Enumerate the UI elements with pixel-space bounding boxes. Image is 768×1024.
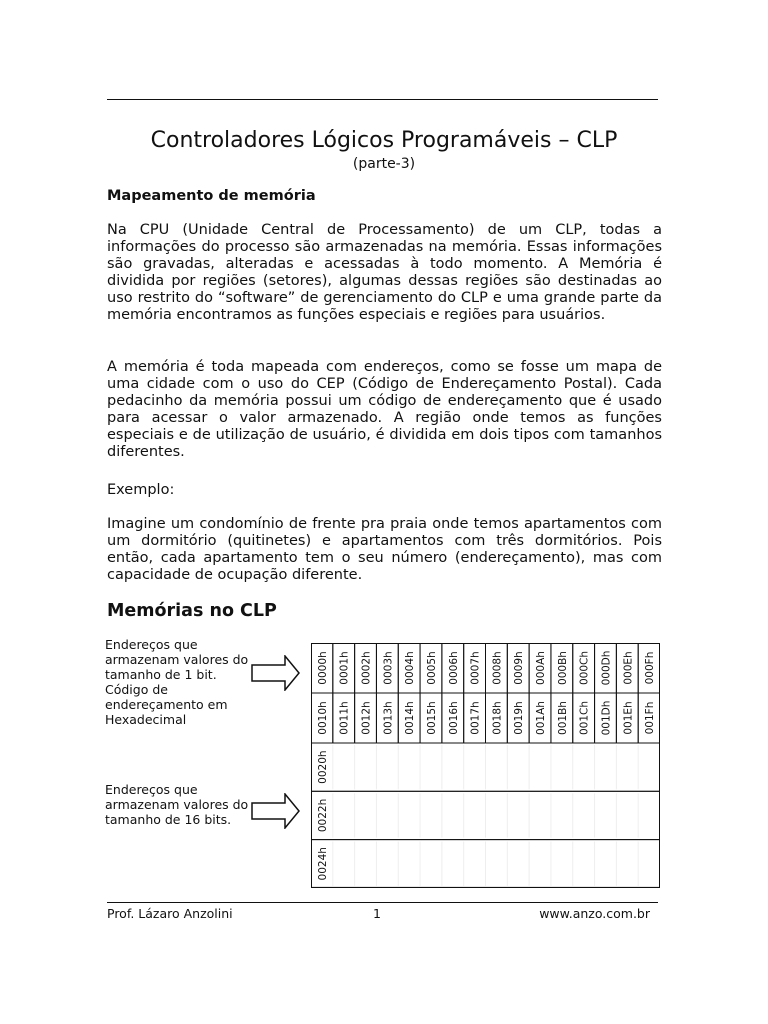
bit-address-label-cell: 001Fh xyxy=(644,701,657,735)
bit-address-label-cell: 0001h xyxy=(338,651,351,685)
bit-address-label-cell: 001Bh xyxy=(556,701,569,735)
bit-address-label-cell: 0005h xyxy=(425,651,438,685)
bit-address-label-cell: 0017h xyxy=(469,701,482,735)
bit-address-label-cell: 0006h xyxy=(447,651,460,685)
paragraph-example: Exemplo: xyxy=(107,482,175,498)
bit-address-label-cell: 000Eh xyxy=(622,651,635,685)
paragraph-1: Na CPU (Unidade Central de Processamento) de um CLP, todas a informações do processo são armazenadas na memória. Essas informações são gravadas, alteradas e acessadas à todo momento. A Memória é dividida por regiões (setores), algumas dessas regiões são destinadas ao uso restrito do “software” de gerenciamento do CLP e uma grande parte da memória encontramos as funções especiais e regiões para usuários. xyxy=(107,222,662,323)
bit-address-label-cell: 001Eh xyxy=(622,701,635,735)
bit-address-label-cell: 000Ch xyxy=(578,650,591,686)
bit-address-label-cell: 000Dh xyxy=(600,650,613,686)
memory-map-grid xyxy=(311,643,660,888)
word-address-label-cell: 0020h xyxy=(316,750,329,784)
footer-rule xyxy=(107,902,658,903)
bit-address-label-cell: 0013h xyxy=(382,701,395,735)
bit-address-label-cell: 0007h xyxy=(469,651,482,685)
memories-heading: Memórias no CLP xyxy=(107,601,277,621)
bit-address-label-cell: 0010h xyxy=(316,701,329,735)
bit-address-label-cell: 0016h xyxy=(447,701,460,735)
bit-arrow-icon xyxy=(251,655,301,691)
bit-address-label-cell: 0019h xyxy=(513,701,526,735)
section-heading: Mapeamento de memória xyxy=(107,188,316,204)
bit-address-label-cell: 0018h xyxy=(491,701,504,735)
word-arrow-icon xyxy=(251,793,301,829)
bit-address-label-cell: 001Dh xyxy=(600,700,613,736)
page-number: 1 xyxy=(373,906,381,921)
word-address-label-cell: 0022h xyxy=(316,798,329,833)
word-address-label-cell: 0024h xyxy=(316,847,329,881)
bit-address-label-cell: 001Ch xyxy=(578,700,591,736)
bit-address-label-cell: 0015h xyxy=(425,701,438,735)
bit-address-label-cell: 0003h xyxy=(382,651,395,685)
page-title: Controladores Lógicos Programáveis – CLP xyxy=(150,128,618,153)
bit-address-label-cell: 0004h xyxy=(404,651,417,685)
bit-address-label-cell: 0014h xyxy=(404,701,417,735)
bit-address-label-cell: 0009h xyxy=(513,651,526,685)
page-subtitle: (parte-3) xyxy=(352,156,416,172)
bit-address-label-cell: 000Fh xyxy=(644,651,657,685)
bit-address-label-cell: 0002h xyxy=(360,651,373,685)
paragraph-2: A memória é toda mapeada com endereços, como se fosse um mapa de uma cidade com o uso do CEP (Código de Endereçamento Postal). Cada pedacinho da memória possui um código de endereçamento que é usado para acessar o valor armazenado. A região onde temos as funções especiais e de utilização de usuário, é dividida em dois tipos com tamanhos diferentes. xyxy=(107,359,662,460)
bit-address-label-cell: 001Ah xyxy=(535,701,548,735)
word-address-label: Endereços que armazenam valores do tamanho de 16 bits. xyxy=(105,782,249,827)
bit-address-label-cell: 0008h xyxy=(491,651,504,685)
bit-address-label-cell: 000Ah xyxy=(535,651,548,685)
bit-address-label-cell: 0000h xyxy=(316,651,329,685)
footer-website: www.anzo.com.br xyxy=(539,906,650,921)
bit-address-label-cell: 0011h xyxy=(338,701,351,735)
footer-author: Prof. Lázaro Anzolini xyxy=(107,906,233,921)
bit-address-label-cell: 0012h xyxy=(360,701,373,735)
paragraph-3: Imagine um condomínio de frente pra praia onde temos apartamentos com um dormitório (quitinetes) e apartamentos com três dormitórios. Pois então, cada apartamento tem o seu número (endereçamento), mas com capacidade de ocupação diferente. xyxy=(107,516,662,583)
top-rule xyxy=(107,99,658,100)
bit-address-label-cell: 000Bh xyxy=(556,651,569,685)
bit-address-label: Endereços que armazenam valores do tamanho de 1 bit. Código de endereçamento em Hexadecimal xyxy=(105,637,249,727)
